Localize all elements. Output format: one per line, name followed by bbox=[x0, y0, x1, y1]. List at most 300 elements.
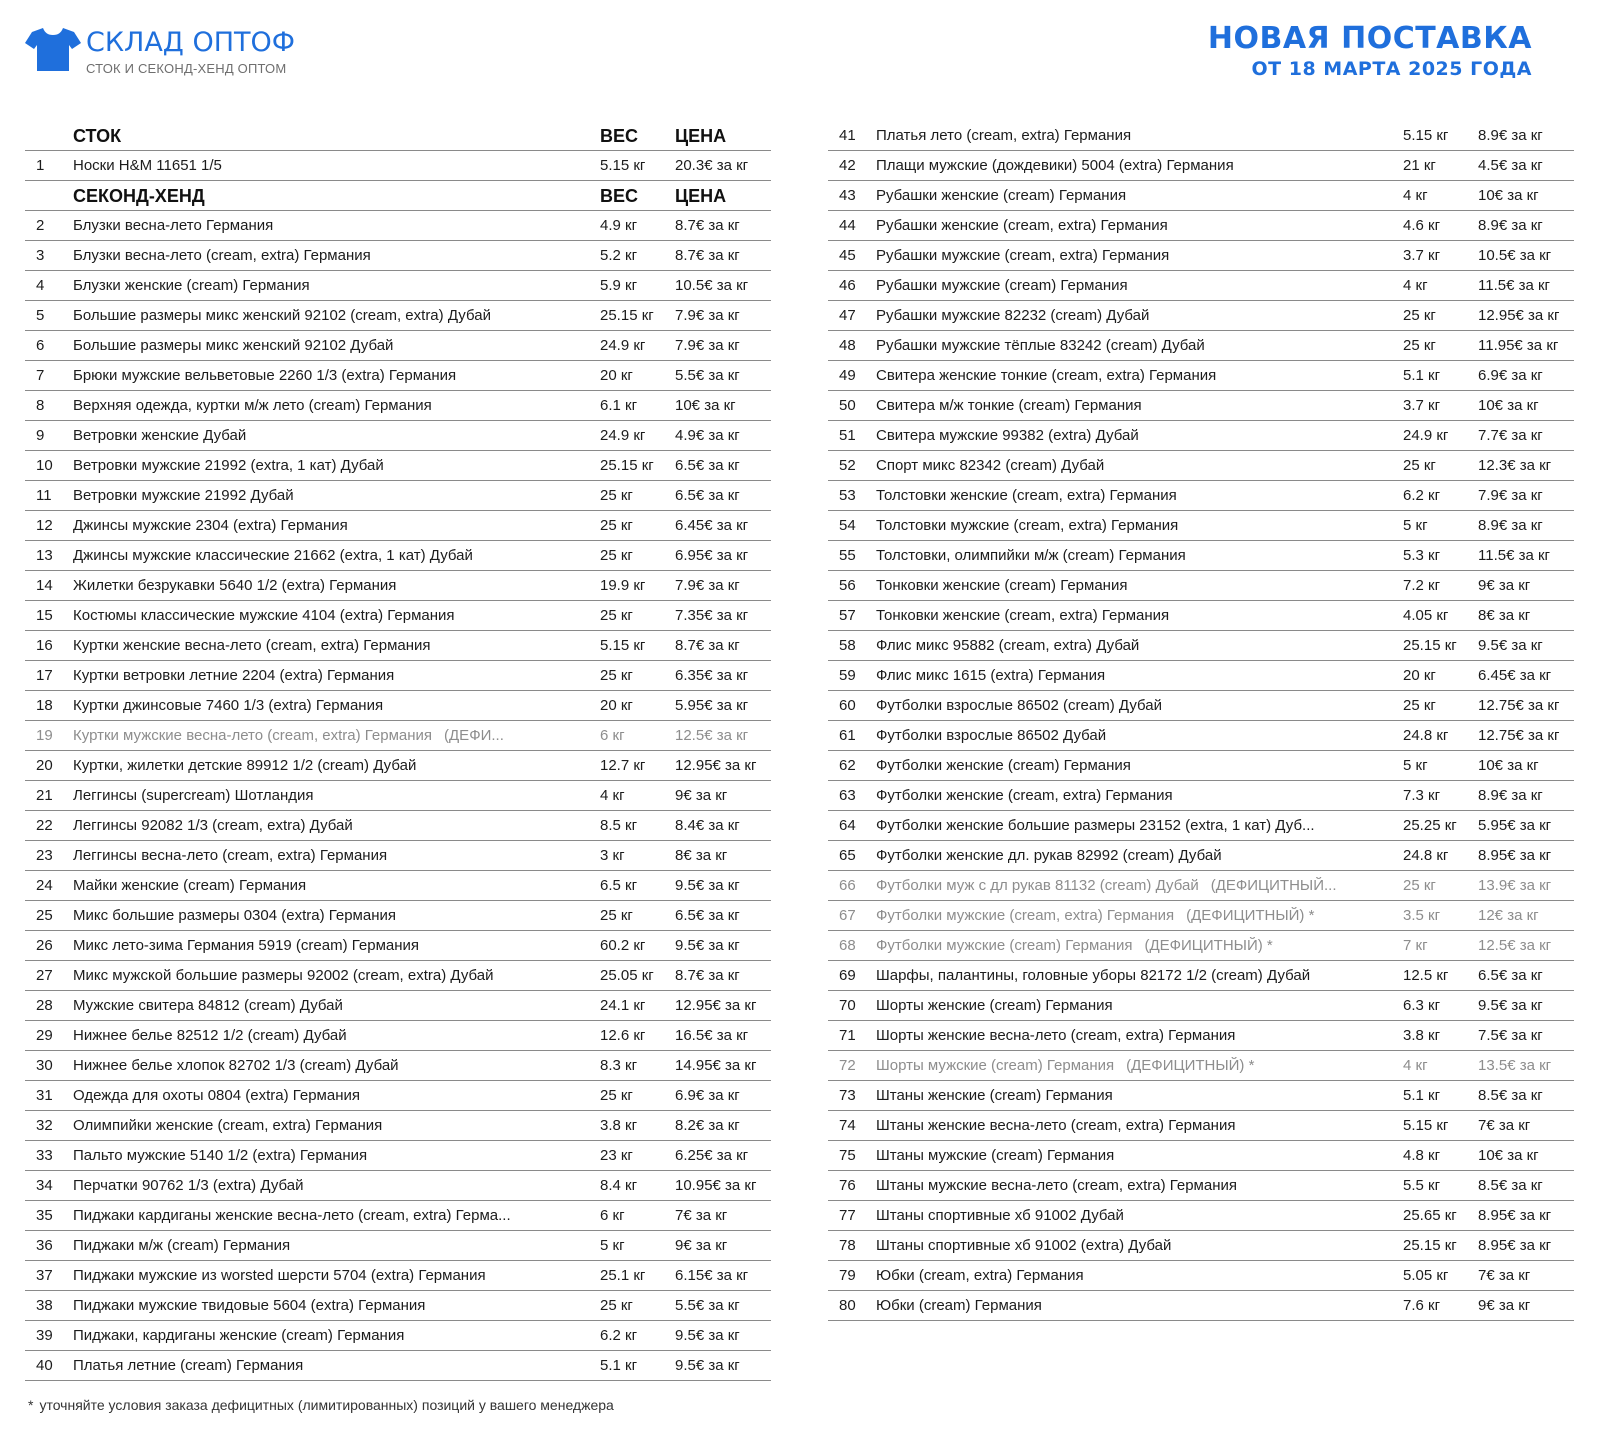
item-name bbox=[73, 907, 600, 924]
item-number: 36 bbox=[36, 1237, 53, 1254]
item-name bbox=[876, 427, 1403, 444]
item-price: 7.9€ за кг bbox=[675, 307, 740, 324]
item-weight: 24.8 кг bbox=[1403, 847, 1449, 864]
item-number: 8 bbox=[36, 397, 45, 414]
section-title: СТОК bbox=[73, 126, 122, 146]
item-weight: 20 кг bbox=[600, 367, 633, 384]
table-row bbox=[828, 361, 1574, 391]
table-row bbox=[25, 721, 771, 751]
item-number: 76 bbox=[839, 1177, 856, 1194]
table-row bbox=[25, 811, 771, 841]
table-row bbox=[25, 1291, 771, 1321]
item-price: 12.75€ за кг bbox=[1478, 697, 1560, 714]
item-name bbox=[73, 667, 600, 684]
item-name bbox=[876, 307, 1403, 324]
item-weight: 25 кг bbox=[600, 487, 633, 504]
item-name-text: Костюмы классические мужские 4104 (extra) Германия bbox=[73, 607, 455, 624]
table-row bbox=[25, 451, 771, 481]
item-weight: 6.3 кг bbox=[1403, 997, 1441, 1014]
item-name bbox=[876, 247, 1403, 264]
item-name bbox=[876, 1237, 1403, 1254]
item-name bbox=[876, 1027, 1403, 1044]
item-weight: 12.7 кг bbox=[600, 757, 646, 774]
item-name bbox=[73, 457, 600, 474]
item-weight: 5.1 кг bbox=[1403, 367, 1441, 384]
item-weight: 25.15 кг bbox=[1403, 1237, 1457, 1254]
item-price: 8€ за кг bbox=[675, 847, 728, 864]
footnote-text: уточняйте условия заказа дефицитных (лимитированных) позиций у вашего менеджера bbox=[39, 1397, 614, 1413]
table-row bbox=[25, 871, 771, 901]
item-price: 10€ за кг bbox=[1478, 757, 1539, 774]
item-name bbox=[73, 1237, 600, 1254]
item-number: 68 bbox=[839, 937, 856, 954]
item-name bbox=[73, 247, 600, 264]
item-weight: 4 кг bbox=[1403, 1057, 1428, 1074]
item-name bbox=[876, 1087, 1403, 1104]
page-header bbox=[0, 0, 1600, 110]
item-number: 46 bbox=[839, 277, 856, 294]
item-name bbox=[73, 277, 600, 294]
item-name bbox=[876, 217, 1403, 234]
item-price: 8.5€ за кг bbox=[1478, 1177, 1543, 1194]
item-number: 52 bbox=[839, 457, 856, 474]
table-row bbox=[25, 511, 771, 541]
item-price: 6.25€ за кг bbox=[675, 1147, 749, 1164]
table-row bbox=[828, 301, 1574, 331]
item-weight: 3.7 кг bbox=[1403, 247, 1441, 264]
item-price: 11.5€ за кг bbox=[1478, 547, 1551, 564]
item-price: 8.9€ за кг bbox=[1478, 217, 1543, 234]
item-number: 77 bbox=[839, 1207, 856, 1224]
item-number: 11 bbox=[36, 487, 52, 504]
item-name bbox=[73, 637, 600, 654]
table-row bbox=[25, 1231, 771, 1261]
brand-name: СКЛАД ОПТОФ bbox=[86, 27, 296, 58]
item-name bbox=[876, 457, 1403, 474]
table-row bbox=[828, 1111, 1574, 1141]
item-number: 47 bbox=[839, 307, 856, 324]
item-weight: 25.15 кг bbox=[600, 307, 654, 324]
headline bbox=[1208, 22, 1532, 82]
item-name-text: Футболки муж с дл рукав 81132 (cream) Дубай bbox=[876, 877, 1199, 894]
item-weight: 7.6 кг bbox=[1403, 1297, 1441, 1314]
item-weight: 5.15 кг bbox=[600, 637, 646, 654]
item-price: 12.95€ за кг bbox=[675, 997, 757, 1014]
item-name bbox=[876, 817, 1403, 834]
item-weight: 6.2 кг bbox=[1403, 487, 1441, 504]
table-row bbox=[828, 691, 1574, 721]
item-number: 72 bbox=[839, 1057, 856, 1074]
item-name-text: Тонковки женские (cream) Германия bbox=[876, 577, 1128, 594]
item-name-text: Шарфы, палантины, головные уборы 82172 1/2 (cream) Дубай bbox=[876, 967, 1311, 984]
footnote-star: * bbox=[28, 1397, 34, 1413]
item-name-text: Одежда для охоты 0804 (extra) Германия bbox=[73, 1087, 360, 1104]
item-number: 60 bbox=[839, 697, 856, 714]
item-price: 12.3€ за кг bbox=[1478, 457, 1552, 474]
item-name bbox=[73, 307, 600, 324]
item-name bbox=[73, 337, 600, 354]
table-row bbox=[828, 1201, 1574, 1231]
item-price: 5.95€ за кг bbox=[675, 697, 749, 714]
table-row bbox=[828, 721, 1574, 751]
price-column-header: ЦЕНА bbox=[675, 126, 727, 146]
table-row bbox=[828, 811, 1574, 841]
table-row bbox=[25, 301, 771, 331]
table-row bbox=[828, 631, 1574, 661]
item-weight: 7.2 кг bbox=[1403, 577, 1441, 594]
item-price: 9.5€ за кг bbox=[1478, 997, 1543, 1014]
item-price: 8.5€ за кг bbox=[1478, 1087, 1543, 1104]
item-name bbox=[73, 937, 600, 954]
deficit-tag: (ДЕФИЦИТНЫЙ) * bbox=[1186, 907, 1315, 924]
item-name-text: Ветровки мужские 21992 (extra, 1 кат) Дубай bbox=[73, 457, 384, 474]
item-name-text: Свитера мужские 99382 (extra) Дубай bbox=[876, 427, 1139, 444]
item-name bbox=[876, 1117, 1403, 1134]
item-name bbox=[73, 1297, 600, 1314]
table-row bbox=[828, 841, 1574, 871]
item-weight: 25.15 кг bbox=[1403, 637, 1457, 654]
item-name bbox=[876, 727, 1403, 744]
item-name-text: Футболки женские дл. рукав 82992 (cream) Дубай bbox=[876, 847, 1222, 864]
item-weight: 25 кг bbox=[600, 907, 633, 924]
item-price: 9€ за кг bbox=[675, 1237, 728, 1254]
item-name bbox=[73, 577, 600, 594]
item-name-text: Жилетки безрукавки 5640 1/2 (extra) Германия bbox=[73, 577, 397, 594]
item-name-text: Пиджаки кардиганы женские весна-лето (cream, extra) Герма... bbox=[73, 1207, 511, 1224]
table-row bbox=[25, 391, 771, 421]
item-number: 17 bbox=[36, 667, 53, 684]
item-weight: 25 кг bbox=[1403, 337, 1436, 354]
item-price: 7.5€ за кг bbox=[1478, 1027, 1543, 1044]
item-price: 9.5€ за кг bbox=[675, 1357, 740, 1374]
item-price: 12.5€ за кг bbox=[675, 727, 749, 744]
item-price: 8.9€ за кг bbox=[1478, 127, 1543, 144]
table-row bbox=[828, 421, 1574, 451]
item-name bbox=[876, 907, 1403, 924]
item-name-text: Юбки (cream, extra) Германия bbox=[876, 1267, 1084, 1284]
item-number: 65 bbox=[839, 847, 856, 864]
item-price: 6.45€ за кг bbox=[1478, 667, 1552, 684]
item-number: 2 bbox=[36, 217, 45, 234]
item-price: 8.9€ за кг bbox=[1478, 787, 1543, 804]
item-name-text: Штаны женские (cream) Германия bbox=[876, 1087, 1113, 1104]
brand-logo bbox=[24, 26, 295, 77]
item-name bbox=[73, 517, 600, 534]
item-name bbox=[876, 847, 1403, 864]
item-price: 9.5€ за кг bbox=[675, 1327, 740, 1344]
item-name-text: Леггинсы (supercream) Шотландия bbox=[73, 787, 314, 804]
table-row bbox=[828, 241, 1574, 271]
table-row bbox=[25, 1201, 771, 1231]
item-name-text: Нижнее белье 82512 1/2 (cream) Дубай bbox=[73, 1027, 347, 1044]
item-name-text: Спорт микс 82342 (cream) Дубай bbox=[876, 457, 1105, 474]
item-name-text: Штаны мужские весна-лето (cream, extra) Германия bbox=[876, 1177, 1237, 1194]
table-row bbox=[25, 211, 771, 241]
table-row bbox=[25, 271, 771, 301]
item-price: 6.9€ за кг bbox=[675, 1087, 740, 1104]
item-name bbox=[876, 697, 1403, 714]
item-name-text: Рубашки мужские (cream, extra) Германия bbox=[876, 247, 1170, 264]
item-number: 43 bbox=[839, 187, 856, 204]
item-number: 28 bbox=[36, 997, 53, 1014]
item-price: 9.5€ за кг bbox=[1478, 637, 1543, 654]
item-name bbox=[73, 997, 600, 1014]
item-number: 25 bbox=[36, 907, 53, 924]
item-weight: 5.05 кг bbox=[1403, 1267, 1449, 1284]
item-number: 21 bbox=[36, 787, 53, 804]
item-price: 8.2€ за кг bbox=[675, 1117, 740, 1134]
item-number: 51 bbox=[839, 427, 856, 444]
item-number: 79 bbox=[839, 1267, 856, 1284]
table-row bbox=[828, 331, 1574, 361]
item-weight: 25.65 кг bbox=[1403, 1207, 1457, 1224]
item-number: 37 bbox=[36, 1267, 53, 1284]
item-price: 13.5€ за кг bbox=[1478, 1057, 1552, 1074]
item-price: 9€ за кг bbox=[675, 787, 728, 804]
table-row bbox=[828, 781, 1574, 811]
item-weight: 21 кг bbox=[1403, 157, 1436, 174]
item-number: 16 bbox=[36, 637, 53, 654]
item-name-text: Ветровки мужские 21992 Дубай bbox=[73, 487, 294, 504]
table-row bbox=[25, 331, 771, 361]
item-name-text: Рубашки женские (cream) Германия bbox=[876, 187, 1127, 204]
item-price: 6.35€ за кг bbox=[675, 667, 749, 684]
table-row bbox=[828, 1261, 1574, 1291]
item-name-text: Рубашки мужские (cream) Германия bbox=[876, 277, 1128, 294]
section-header bbox=[25, 181, 771, 211]
item-name-text: Перчатки 90762 1/3 (extra) Дубай bbox=[73, 1177, 304, 1194]
item-weight: 5.1 кг bbox=[1403, 1087, 1441, 1104]
item-weight: 5.2 кг bbox=[600, 247, 638, 264]
item-name-text: Верхняя одежда, куртки м/ж лето (cream) Германия bbox=[73, 397, 432, 414]
item-number: 62 bbox=[839, 757, 856, 774]
item-name-text: Пиджаки, кардиганы женские (cream) Германия bbox=[73, 1327, 405, 1344]
table-row bbox=[25, 361, 771, 391]
item-name-text: Олимпийки женские (cream, extra) Германия bbox=[73, 1117, 383, 1134]
item-price: 7€ за кг bbox=[675, 1207, 728, 1224]
item-name-text: Блузки женские (cream) Германия bbox=[73, 277, 310, 294]
item-number: 9 bbox=[36, 427, 45, 444]
item-weight: 5.1 кг bbox=[600, 1357, 638, 1374]
item-name-text: Толстовки женские (cream, extra) Германия bbox=[876, 487, 1177, 504]
table-row bbox=[25, 1171, 771, 1201]
item-name-text: Юбки (cream) Германия bbox=[876, 1297, 1042, 1314]
item-weight: 5.5 кг bbox=[1403, 1177, 1441, 1194]
item-number: 18 bbox=[36, 697, 53, 714]
item-name bbox=[73, 397, 600, 414]
item-name bbox=[876, 607, 1403, 624]
item-price: 16.5€ за кг bbox=[675, 1027, 749, 1044]
item-number: 7 bbox=[36, 367, 45, 384]
item-name bbox=[876, 1267, 1403, 1284]
item-weight: 6 кг bbox=[600, 1207, 625, 1224]
item-name-text: Носки H&M 11651 1/5 bbox=[73, 157, 222, 174]
item-name-text: Тонковки женские (cream, extra) Германия bbox=[876, 607, 1170, 624]
item-name bbox=[73, 817, 600, 834]
table-row bbox=[25, 601, 771, 631]
table-row bbox=[828, 601, 1574, 631]
price-column-header: ЦЕНА bbox=[675, 186, 727, 206]
item-name-text: Флис микс 95882 (cream, extra) Дубай bbox=[876, 637, 1140, 654]
item-number: 61 bbox=[839, 727, 856, 744]
item-name-text: Толстовки, олимпийки м/ж (cream) Германия bbox=[876, 547, 1186, 564]
item-name bbox=[73, 1087, 600, 1104]
item-price: 7.9€ за кг bbox=[675, 337, 740, 354]
item-number: 58 bbox=[839, 637, 856, 654]
item-number: 3 bbox=[36, 247, 45, 264]
item-name-text: Футболки взрослые 86502 Дубай bbox=[876, 727, 1107, 744]
item-price: 6.5€ за кг bbox=[675, 487, 740, 504]
item-name bbox=[73, 727, 600, 744]
item-weight: 24.1 кг bbox=[600, 997, 646, 1014]
item-weight: 5 кг bbox=[600, 1237, 625, 1254]
item-name-text: Ветровки женские Дубай bbox=[73, 427, 247, 444]
item-weight: 6.1 кг bbox=[600, 397, 638, 414]
item-number: 5 bbox=[36, 307, 45, 324]
item-weight: 8.4 кг bbox=[600, 1177, 638, 1194]
table-row bbox=[25, 241, 771, 271]
item-price: 9.5€ за кг bbox=[675, 937, 740, 954]
item-name bbox=[73, 967, 600, 984]
item-price: 7.9€ за кг bbox=[1478, 487, 1543, 504]
table-row bbox=[25, 781, 771, 811]
item-name bbox=[73, 877, 600, 894]
item-name bbox=[876, 1057, 1403, 1074]
item-price: 5.5€ за кг bbox=[675, 367, 740, 384]
item-weight: 4 кг bbox=[1403, 187, 1428, 204]
item-name bbox=[876, 187, 1403, 204]
item-number: 45 bbox=[839, 247, 856, 264]
item-weight: 24.9 кг bbox=[1403, 427, 1449, 444]
item-weight: 3 кг bbox=[600, 847, 625, 864]
item-number: 23 bbox=[36, 847, 53, 864]
item-price: 10.5€ за кг bbox=[675, 277, 749, 294]
item-name bbox=[73, 1327, 600, 1344]
table-row bbox=[828, 991, 1574, 1021]
item-weight: 24.9 кг bbox=[600, 337, 646, 354]
price-list-left-column bbox=[25, 121, 771, 1381]
item-name-text: Платья летние (cream) Германия bbox=[73, 1357, 304, 1374]
item-price: 8.7€ за кг bbox=[675, 967, 740, 984]
item-weight: 3.8 кг bbox=[1403, 1027, 1441, 1044]
item-price: 11.95€ за кг bbox=[1478, 337, 1559, 354]
item-price: 14.95€ за кг bbox=[675, 1057, 757, 1074]
item-name-text: Куртки мужские весна-лето (cream, extra) Германия bbox=[73, 727, 433, 744]
item-price: 7€ за кг bbox=[1478, 1267, 1531, 1284]
table-row bbox=[828, 931, 1574, 961]
item-name bbox=[876, 637, 1403, 654]
item-weight: 4 кг bbox=[600, 787, 625, 804]
item-number: 73 bbox=[839, 1087, 856, 1104]
item-name bbox=[73, 1147, 600, 1164]
item-number: 40 bbox=[36, 1357, 53, 1374]
item-price: 6.9€ за кг bbox=[1478, 367, 1543, 384]
item-number: 80 bbox=[839, 1297, 856, 1314]
item-name-text: Пиджаки мужские из worsted шерсти 5704 (extra) Германия bbox=[73, 1267, 486, 1284]
item-name-text: Флис микс 1615 (extra) Германия bbox=[876, 667, 1106, 684]
item-price: 8.7€ за кг bbox=[675, 217, 740, 234]
item-number: 41 bbox=[839, 127, 856, 144]
item-name-text: Микс большие размеры 0304 (extra) Германия bbox=[73, 907, 396, 924]
item-name-text: Футболки взрослые 86502 (cream) Дубай bbox=[876, 697, 1162, 714]
item-name bbox=[876, 1147, 1403, 1164]
item-weight: 5 кг bbox=[1403, 757, 1428, 774]
item-number: 75 bbox=[839, 1147, 856, 1164]
item-number: 44 bbox=[839, 217, 856, 234]
item-weight: 20 кг bbox=[600, 697, 633, 714]
item-weight: 25.05 кг bbox=[600, 967, 654, 984]
item-name bbox=[876, 397, 1403, 414]
item-weight: 25.15 кг bbox=[600, 457, 654, 474]
item-weight: 4.9 кг bbox=[600, 217, 638, 234]
section-header bbox=[25, 121, 771, 151]
item-price: 11.5€ за кг bbox=[1478, 277, 1551, 294]
item-weight: 60.2 кг bbox=[600, 937, 646, 954]
item-name-text: Джинсы мужские 2304 (extra) Германия bbox=[73, 517, 348, 534]
item-name bbox=[876, 787, 1403, 804]
item-name bbox=[876, 487, 1403, 504]
item-name bbox=[73, 1057, 600, 1074]
item-name-text: Футболки женские (cream) Германия bbox=[876, 757, 1131, 774]
item-number: 32 bbox=[36, 1117, 53, 1134]
item-price: 5.5€ за кг bbox=[675, 1297, 740, 1314]
item-name-text: Пиджаки мужские твидовые 5604 (extra) Германия bbox=[73, 1297, 426, 1314]
table-row bbox=[25, 1081, 771, 1111]
item-price: 8.7€ за кг bbox=[675, 637, 740, 654]
item-price: 8.95€ за кг bbox=[1478, 847, 1552, 864]
item-name-text: Футболки мужские (cream) Германия bbox=[876, 937, 1133, 954]
item-number: 38 bbox=[36, 1297, 53, 1314]
item-weight: 24.8 кг bbox=[1403, 727, 1449, 744]
item-weight: 5.15 кг bbox=[1403, 1117, 1449, 1134]
item-number: 24 bbox=[36, 877, 53, 894]
item-name-text: Штаны мужские (cream) Германия bbox=[876, 1147, 1115, 1164]
item-name bbox=[73, 157, 600, 174]
item-price: 6.45€ за кг bbox=[675, 517, 749, 534]
item-number: 48 bbox=[839, 337, 856, 354]
item-name-text: Брюки мужские вельветовые 2260 1/3 (extra) Германия bbox=[73, 367, 457, 384]
item-number: 50 bbox=[839, 397, 856, 414]
item-name-text: Микс лето-зима Германия 5919 (cream) Германия bbox=[73, 937, 420, 954]
item-name bbox=[876, 277, 1403, 294]
table-row bbox=[828, 511, 1574, 541]
item-name-text: Плащи мужские (дождевики) 5004 (extra) Германия bbox=[876, 157, 1234, 174]
item-name bbox=[876, 547, 1403, 564]
table-row bbox=[828, 751, 1574, 781]
item-weight: 25 кг bbox=[1403, 697, 1436, 714]
item-price: 12€ за кг bbox=[1478, 907, 1539, 924]
section-title: СЕКОНД-ХЕНД bbox=[73, 186, 205, 206]
item-name-text: Блузки весна-лето Германия bbox=[73, 217, 274, 234]
table-row bbox=[25, 421, 771, 451]
item-name bbox=[73, 487, 600, 504]
item-price: 8.4€ за кг bbox=[675, 817, 740, 834]
item-weight: 23 кг bbox=[600, 1147, 633, 1164]
item-number: 4 bbox=[36, 277, 45, 294]
item-weight: 8.3 кг bbox=[600, 1057, 638, 1074]
footnote bbox=[28, 1397, 614, 1413]
table-row bbox=[828, 451, 1574, 481]
item-number: 27 bbox=[36, 967, 53, 984]
item-price: 12.95€ за кг bbox=[675, 757, 757, 774]
item-weight: 25 кг bbox=[600, 667, 633, 684]
item-weight: 20 кг bbox=[1403, 667, 1436, 684]
item-name-text: Шорты женские (cream) Германия bbox=[876, 997, 1113, 1014]
item-price: 8.95€ за кг bbox=[1478, 1207, 1552, 1224]
item-name bbox=[73, 697, 600, 714]
item-number: 71 bbox=[839, 1027, 856, 1044]
item-price: 10.95€ за кг bbox=[675, 1177, 757, 1194]
